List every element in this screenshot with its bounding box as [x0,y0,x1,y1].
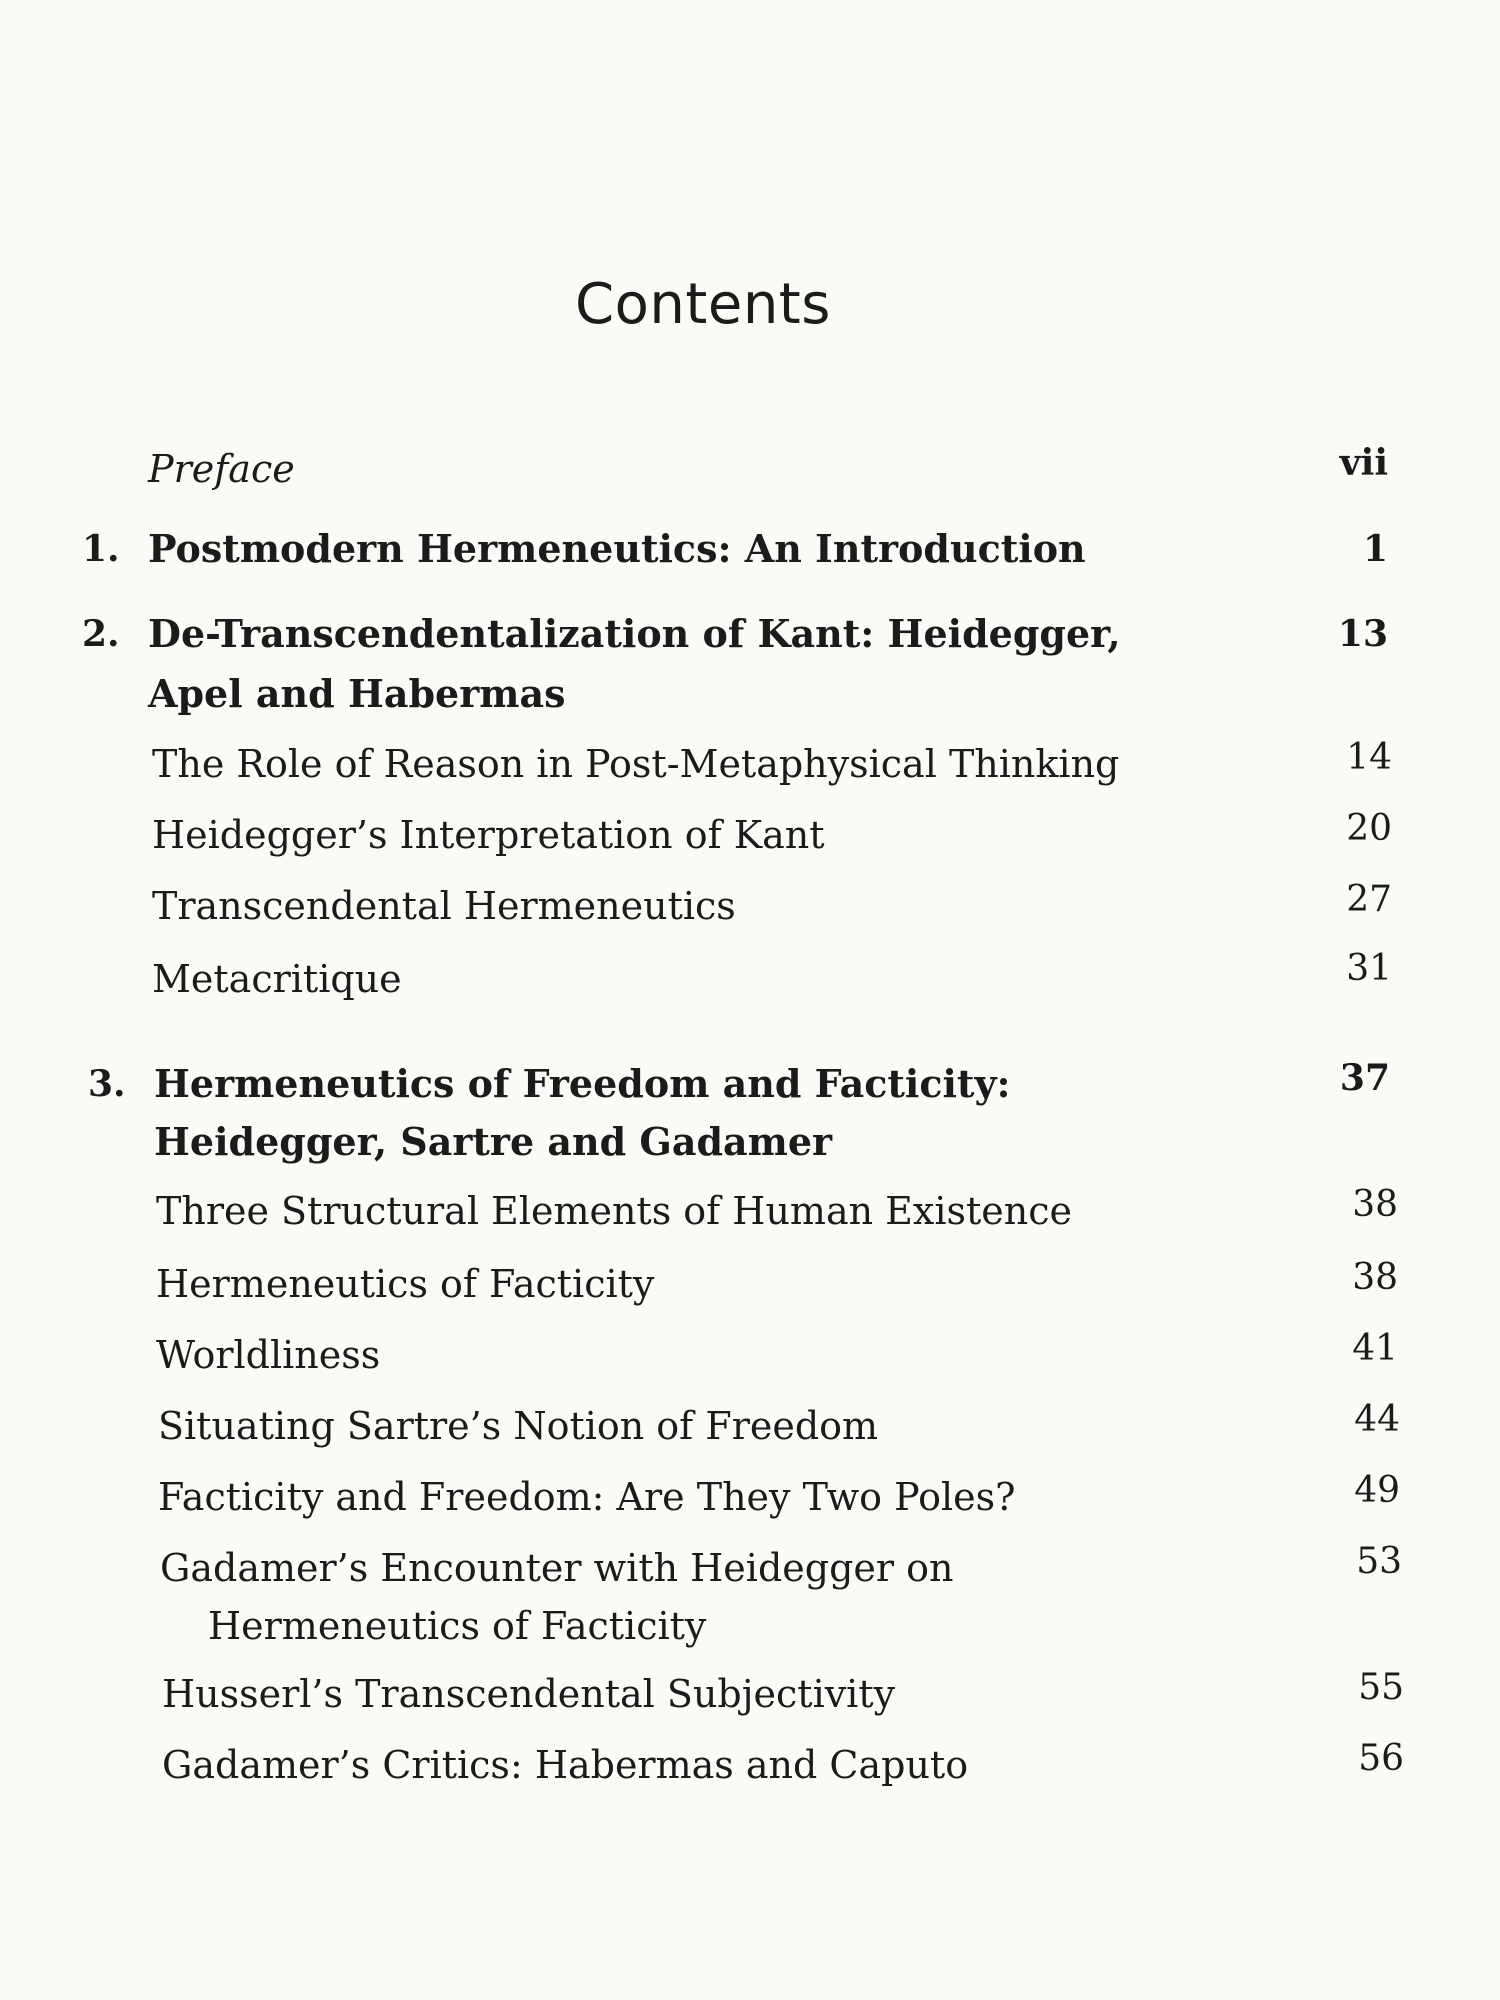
toc-entry-title: Three Structural Elements of Human Existence [156,1189,1072,1233]
toc-entry-title: Preface [148,447,295,491]
toc-entry-page: 55 [1358,1667,1404,1708]
chapter-number: 1. [82,528,120,570]
toc-entry-page: 44 [1354,1399,1400,1440]
toc-entry-page: 41 [1352,1328,1398,1369]
toc-entry-title: Hermeneutics of Facticity [156,1262,655,1306]
toc-entry-title: Metacritique [152,957,402,1001]
toc-entry-title: Transcendental Hermeneutics [152,884,736,928]
toc-entry-page: 13 [1337,613,1388,655]
toc-entry-page: 53 [1356,1541,1402,1582]
toc-entry-title-line-1: Gadamer’s Encounter with Heidegger on [160,1546,954,1590]
toc-entry-title-line-1: De-Transcendentalization of Kant: Heidegger, [148,611,1121,656]
toc-entry-page: 20 [1346,808,1392,849]
toc-entry-title: Postmodern Hermeneutics: An Introduction [148,526,1086,571]
toc-entry-page: 49 [1354,1470,1400,1511]
toc-entry-page: 38 [1352,1257,1398,1298]
toc-entry-page: 27 [1346,879,1392,920]
toc-entry-page: 37 [1339,1057,1390,1099]
toc-entry-title: Situating Sartre’s Notion of Freedom [158,1404,879,1448]
toc-entry-title-line-2: Apel and Habermas [148,671,566,716]
toc-entry-page: 38 [1352,1184,1398,1225]
toc-entry-title: Heidegger’s Interpretation of Kant [152,813,825,857]
toc-entry-page: 56 [1358,1738,1404,1779]
chapter-number: 3. [88,1063,126,1105]
toc-entry-title: The Role of Reason in Post-Metaphysical Thinking [152,742,1120,786]
toc-entry-page: 14 [1346,737,1392,778]
toc-entry-title: Worldliness [156,1333,381,1377]
chapter-number: 2. [82,613,120,655]
toc-entry-title: Husserl’s Transcendental Subjectivity [162,1672,896,1716]
toc-entry-page: 1 [1362,528,1388,570]
toc-entry-title-line-1: Hermeneutics of Freedom and Facticity: [154,1061,1011,1106]
toc-entry-title: Facticity and Freedom: Are They Two Poles? [158,1475,1016,1519]
toc-entry-title: Gadamer’s Critics: Habermas and Caputo [162,1743,969,1787]
toc-entry-page: 31 [1346,948,1392,989]
toc-entry-title-line-2: Hermeneutics of Facticity [208,1604,707,1648]
toc-entry-title-line-2: Heidegger, Sartre and Gadamer [154,1119,833,1164]
page-title: Contents [575,272,831,337]
toc-entry-page: vii [1339,442,1388,484]
